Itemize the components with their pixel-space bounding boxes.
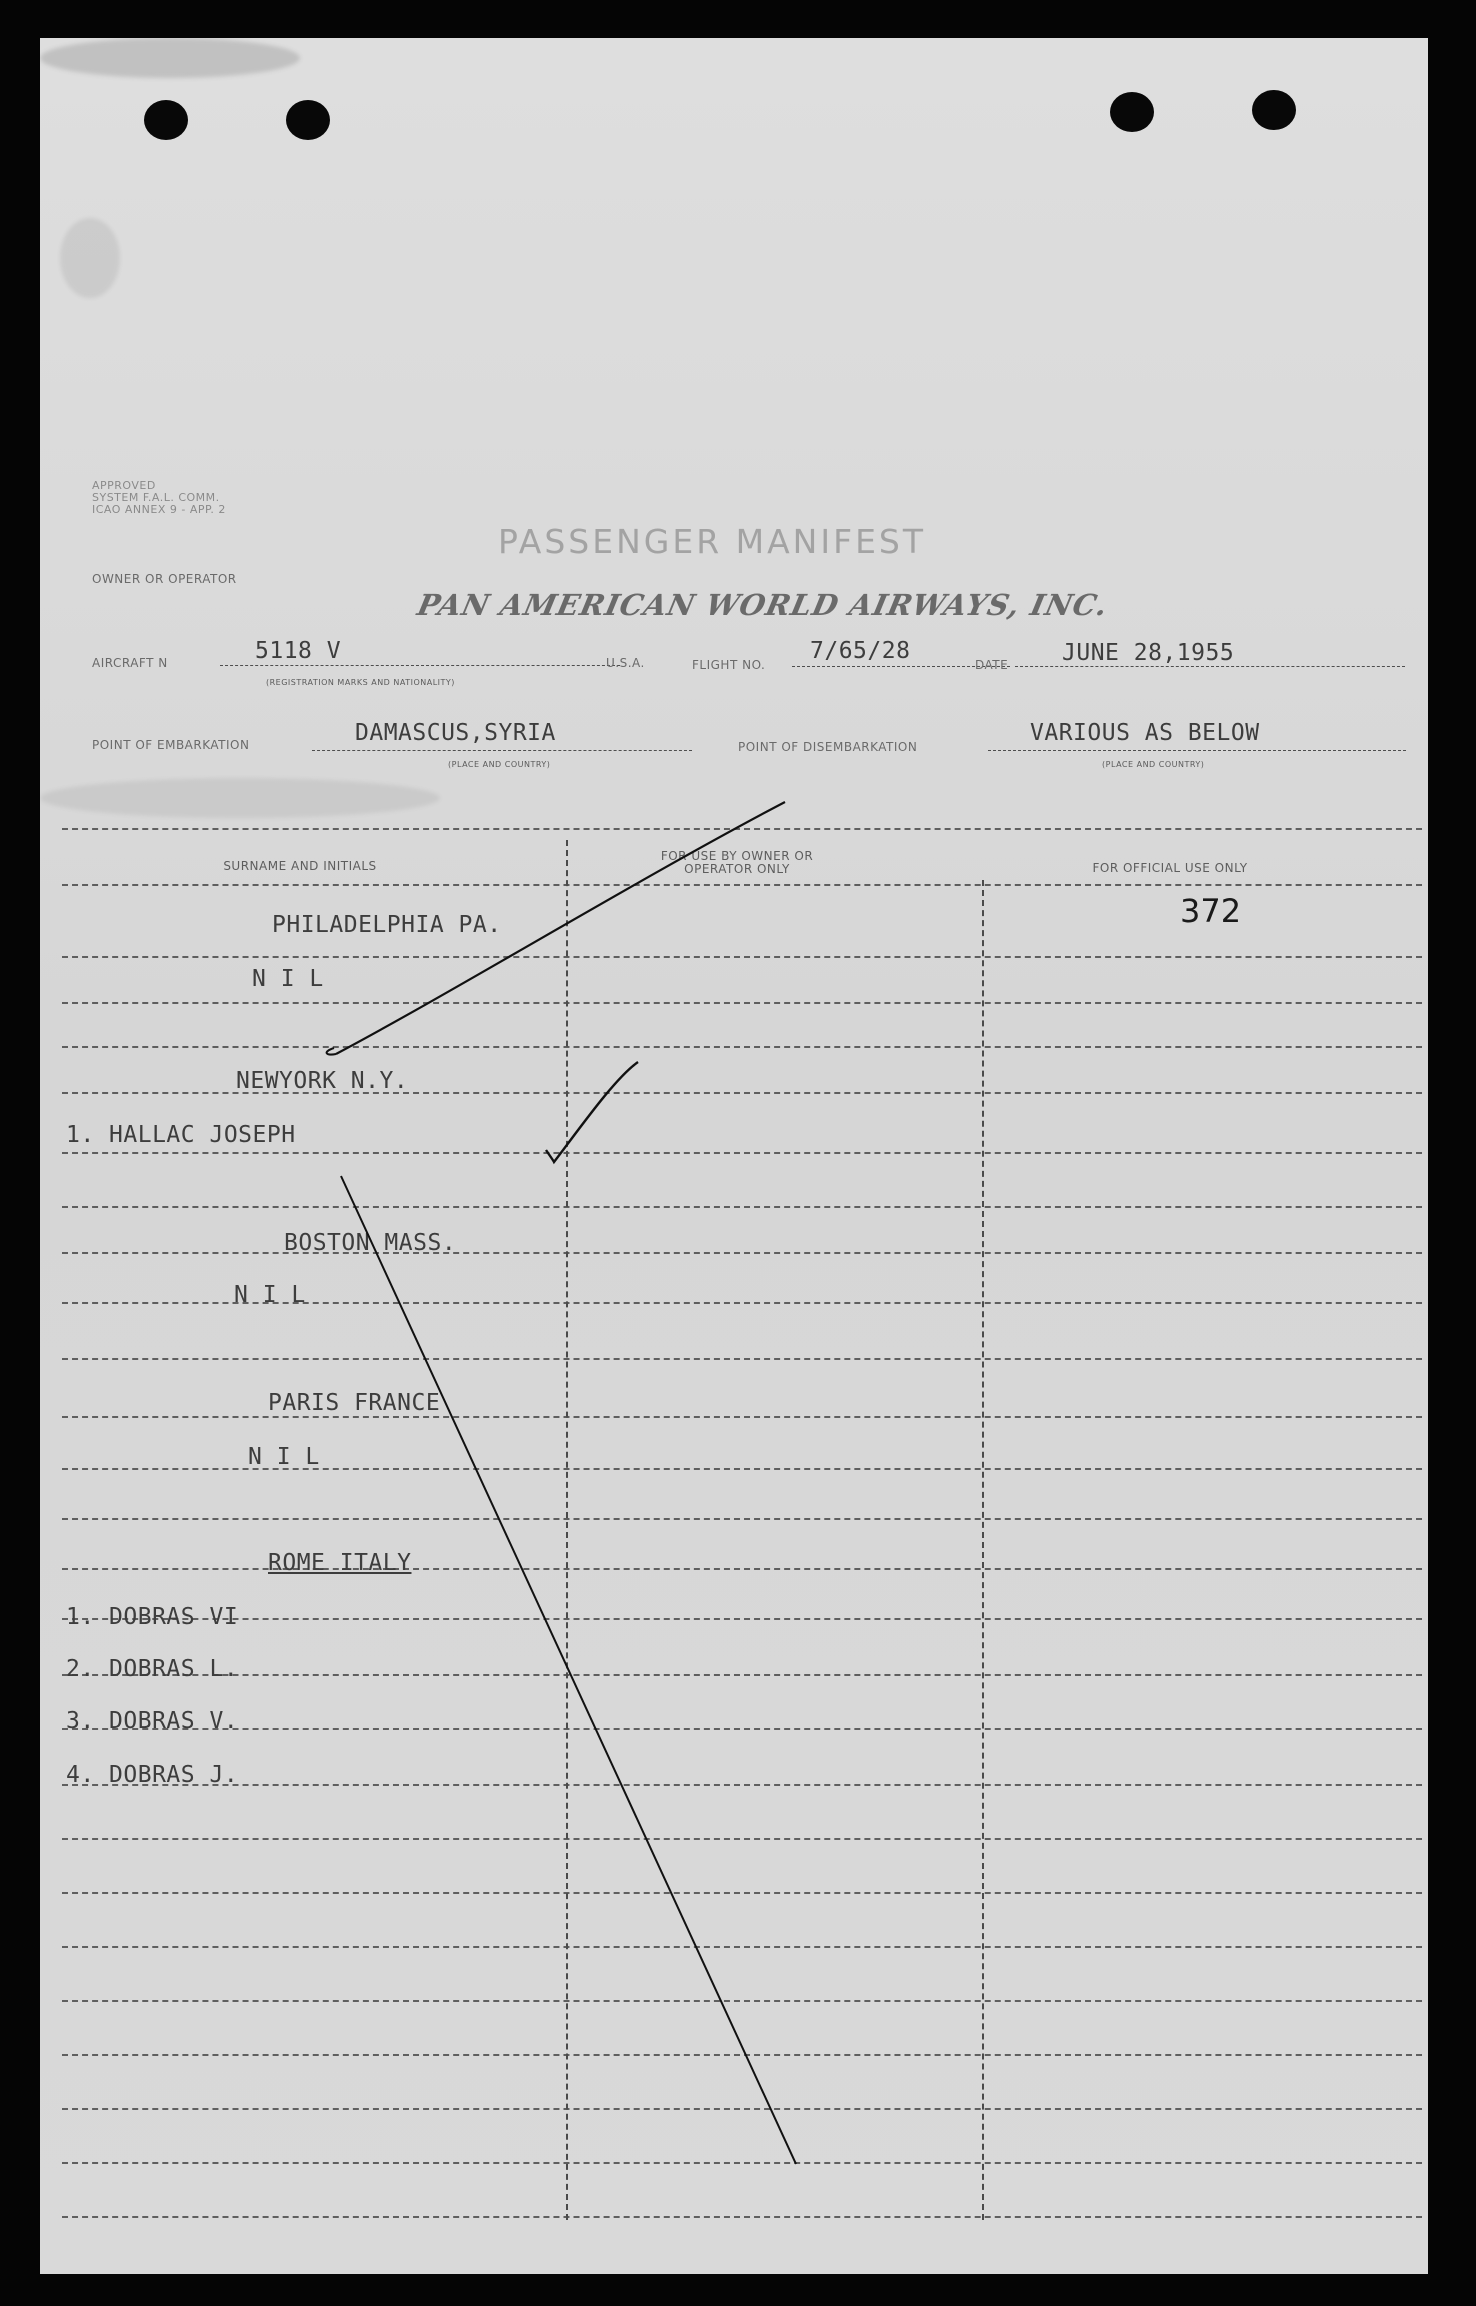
strike-through-mark	[327, 1048, 336, 1055]
aircraft-value: 5118 V	[255, 638, 342, 664]
names-column-header: SURNAME AND INITIALS	[223, 859, 377, 873]
row-rule	[62, 1784, 1422, 1786]
row-rule	[62, 2000, 1422, 2002]
row-rule	[62, 1046, 1422, 1048]
smudge	[40, 778, 440, 818]
passenger-entry: 2. DOBRAS L.	[66, 1656, 239, 1682]
embarkation-underline	[312, 750, 692, 751]
smudge	[60, 218, 120, 298]
embarkation-value: DAMASCUS,SYRIA	[355, 720, 556, 746]
pen-marks	[40, 38, 1428, 2274]
passenger-entry: 4. DOBRAS J.	[66, 1762, 239, 1788]
owner-label: OWNER OR OPERATOR	[92, 572, 237, 586]
destination-heading: PARIS FRANCE	[268, 1390, 441, 1416]
row-rule	[62, 1416, 1422, 1418]
destination-heading: BOSTON MASS.	[284, 1230, 457, 1256]
row-rule	[62, 1358, 1422, 1360]
row-rule	[62, 2108, 1422, 2110]
punch-hole	[1252, 90, 1296, 130]
row-rule	[62, 2162, 1422, 2164]
owner-column-header: FOR USE BY OWNER OR OPERATOR ONLY	[660, 849, 814, 876]
check-mark	[546, 1062, 638, 1162]
aircraft-label: AIRCRAFT N	[92, 656, 168, 670]
approval-block	[92, 480, 226, 516]
row-rule	[62, 1252, 1422, 1254]
date-label: DATE	[975, 658, 1009, 672]
destination-heading: PHILADELPHIA PA.	[272, 912, 502, 938]
row-rule	[62, 1946, 1422, 1948]
page-title: PASSENGER MANIFEST	[498, 522, 927, 561]
flight-label: FLIGHT NO.	[692, 658, 766, 672]
aircraft-underline	[220, 665, 620, 666]
row-rule	[62, 1206, 1422, 1208]
official-number: 372	[1180, 892, 1242, 930]
embarkation-label: POINT OF EMBARKATION	[92, 738, 250, 752]
disembarkation-sublabel: (PLACE AND COUNTRY)	[1102, 760, 1205, 769]
official-column-header: FOR OFFICIAL USE ONLY	[1092, 861, 1248, 875]
column-divider	[982, 880, 984, 2220]
smudge	[40, 38, 300, 78]
row-rule	[62, 1892, 1422, 1894]
disembarkation-label: POINT OF DISEMBARKATION	[738, 740, 918, 754]
punch-hole	[144, 100, 188, 140]
passenger-entry: 1. HALLAC JOSEPH	[66, 1122, 296, 1148]
passenger-entry: 1. DOBRAS VI	[66, 1604, 239, 1630]
row-rule	[62, 1002, 1422, 1004]
punch-hole	[286, 100, 330, 140]
row-rule	[62, 1838, 1422, 1840]
row-rule	[62, 1618, 1422, 1620]
disembarkation-value: VARIOUS AS BELOW	[1030, 720, 1260, 746]
strike-through-mark	[341, 1176, 796, 2164]
row-rule	[62, 1728, 1422, 1730]
row-rule	[62, 1568, 1422, 1570]
table-top-rule	[62, 828, 1422, 830]
row-rule	[62, 1152, 1422, 1154]
date-underline	[1015, 666, 1405, 667]
approval-line: SYSTEM F.A.L. COMM.	[92, 491, 220, 504]
approval-line: ICAO ANNEX 9 - APP. 2	[92, 503, 226, 516]
date-value: JUNE 28,1955	[1062, 640, 1235, 666]
aircraft-sublabel: (REGISTRATION MARKS AND NATIONALITY)	[266, 678, 455, 687]
row-rule	[62, 1674, 1422, 1676]
destination-heading: ROME ITALY	[268, 1550, 412, 1576]
approval-line: APPROVED	[92, 479, 156, 492]
passenger-entry: 3. DOBRAS V.	[66, 1708, 239, 1734]
manifest-sheet	[40, 38, 1428, 2274]
embarkation-sublabel: (PLACE AND COUNTRY)	[448, 760, 551, 769]
row-rule	[62, 2054, 1422, 2056]
flight-value: 7/65/28	[810, 638, 911, 664]
punch-hole	[1110, 92, 1154, 132]
row-rule	[62, 2216, 1422, 2218]
row-rule	[62, 956, 1422, 958]
disembarkation-underline	[988, 750, 1406, 751]
destination-heading: NEWYORK N.Y.	[236, 1068, 409, 1094]
row-rule	[62, 1518, 1422, 1520]
nil-entry: N I L	[252, 966, 324, 992]
nil-entry: N I L	[234, 1282, 306, 1308]
operator-name: PAN AMERICAN WORLD AIRWAYS, INC.	[414, 588, 1112, 622]
row-rule	[62, 884, 1422, 886]
nationality-label: U.S.A.	[606, 656, 645, 670]
nil-entry: N I L	[248, 1444, 320, 1470]
